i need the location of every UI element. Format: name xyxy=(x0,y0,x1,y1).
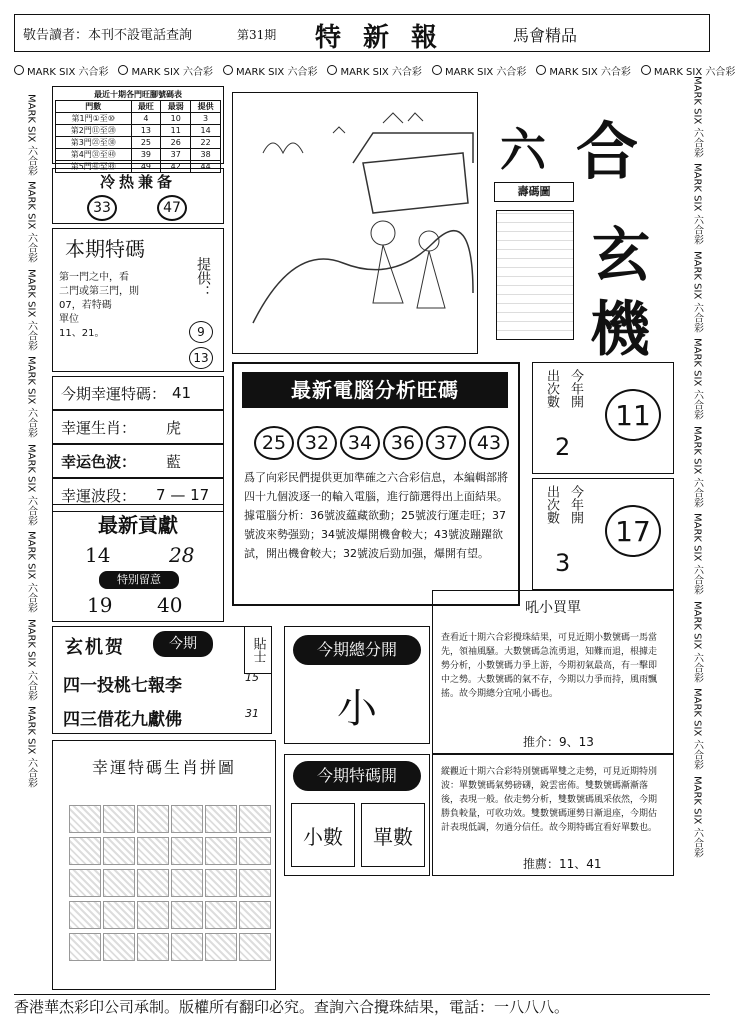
special-note-box xyxy=(52,228,224,372)
option-small: 小數 xyxy=(291,803,355,867)
stat-count: 2 xyxy=(555,433,571,461)
stat-number: 17 xyxy=(605,505,661,557)
footer: 香港華杰彩印公司承制。版權所有翻印必究。查詢六合攪珠結果，電話：一八八八。 xyxy=(14,994,710,1018)
header-bar xyxy=(14,14,710,52)
newspaper-subtitle: 馬會精品 xyxy=(513,26,578,45)
puzzle-tile xyxy=(239,869,271,897)
puzzle-tile xyxy=(205,901,237,929)
xuanji-line: 四一投桃七報李 xyxy=(63,676,182,696)
analysis-title: 最新電腦分析旺碼 xyxy=(242,372,508,408)
lucky-number: 37 xyxy=(426,426,466,460)
scroll-label: 壽碼圖 xyxy=(494,182,574,202)
puzzle-tile xyxy=(239,901,271,929)
small-buy-title: 吼小買單 xyxy=(525,600,581,616)
special-open-box xyxy=(284,754,430,876)
puzzle-tile xyxy=(205,869,237,897)
puzzle-tile xyxy=(205,933,237,961)
hot-number: 47 xyxy=(157,195,187,221)
puzzle-tile xyxy=(171,837,203,865)
odd-analysis-body: 縱觀近十期六合彩特別號碼單雙之走勢，可見近期特別波：單數號碼氣勢磅礴，銳雲密佈。雙數號碼漸漸落後，表現一般。依走勢分析，雙數號碼風采依然，今期勝負較量，可收功效。雙數號碼運勢日漸退座，今期估計表現低調，勿過分信任。故今期特碼宜看好單數也。 xyxy=(441,767,658,833)
xuanji-box xyxy=(52,626,272,734)
puzzle-tile xyxy=(103,837,135,865)
scroll-image xyxy=(496,210,574,340)
stat-box: 出次數 今年開 3 17 xyxy=(532,478,674,590)
title-char: 玄 xyxy=(592,221,651,289)
puzzle-tile xyxy=(205,805,237,833)
lucky-code-row: 今期幸運特碼： 41 xyxy=(52,376,224,410)
puzzle-title: 幸運特碼生肖拼圖 xyxy=(91,758,236,777)
title-char: 合 xyxy=(576,115,639,188)
xuanji-line: 四三借花九獻佛 xyxy=(63,710,182,730)
analysis-numbers xyxy=(254,426,509,460)
puzzle-tile xyxy=(103,869,135,897)
puzzle-tile xyxy=(171,869,203,897)
header-notice: 敬告讀者：本刊不設電話查詢 xyxy=(23,28,193,43)
puzzle-grid xyxy=(69,805,269,961)
xuanji-number: 15 xyxy=(245,671,259,684)
table-row: 第2門⑪至⑳ 13 11 14 xyxy=(56,125,221,137)
stat-box: 出次數 今年開 2 11 xyxy=(532,362,674,474)
newspaper-title: 特新報 xyxy=(315,23,460,53)
contribution-number: 14 xyxy=(85,543,111,567)
special-open-title: 今期特碼開 xyxy=(293,761,421,791)
contribution-number: 40 xyxy=(157,593,183,617)
puzzle-tile xyxy=(205,837,237,865)
dot-icon xyxy=(118,65,128,75)
puzzle-tile xyxy=(137,837,169,865)
puzzle-tile xyxy=(69,837,101,865)
total-value: 小 xyxy=(337,686,377,732)
stat-number: 11 xyxy=(605,389,661,441)
table-row: 第3門㉑至㉚ 25 26 22 xyxy=(56,137,221,149)
puzzle-box xyxy=(52,740,276,990)
history-table: 門數 最旺 最弱 提供 第1門①至⑩ 4 10 3 第2門⑪至⑳ 13 11 14 第3門㉑至㉚ 25 26 22 第4門㉛至㊵ 39 37 38 第5門㊶至㊾ 49 42 44 xyxy=(55,100,221,173)
hot-number: 33 xyxy=(87,195,117,221)
puzzle-tile xyxy=(137,869,169,897)
small-buy-body: 查看近十期六合彩攪珠結果，可見近期小數號碼一馬當先，領袖風騷。大數號碼急流勇退，知難而退，根據走勢分析，小數號碼力爭上游，今期初氣最高，有一擊即中之勢。大數號碼的氣不存，今期以力爭而持，風雨飄搖。故今期總分宜吼小碼也。 xyxy=(441,633,658,699)
main-title-block xyxy=(486,92,672,365)
lucky-color-row: 幸运色波： 藍 xyxy=(52,444,224,478)
hot-cold-title: 冷热兼备 xyxy=(99,173,176,191)
puzzle-tile xyxy=(171,933,203,961)
analysis-box xyxy=(232,362,520,606)
special-number: 13 xyxy=(189,347,213,369)
title-char: 六 xyxy=(500,123,546,177)
brand-strip-left: MARK SIX 六合彩 MARK SIX 六合彩 MARK SIX 六合彩 MARK SIX 六合彩 MARK SIX 六合彩 MARK SIX 六合彩 MARK SIX 六合彩 MARK SIX 六合彩 xyxy=(25,94,37,788)
table-row: 第1門①至⑩ 4 10 3 xyxy=(56,113,221,125)
brand-strip-right: MARK SIX 六合彩 MARK SIX 六合彩 MARK SIX 六合彩 MARK SIX 六合彩 MARK SIX 六合彩 MARK SIX 六合彩 MARK SIX 六合彩 MARK SIX 六合彩 MARK SIX 六合彩 xyxy=(691,76,703,858)
lucky-number: 43 xyxy=(469,426,509,460)
special-note-title: 本期特碼 xyxy=(65,237,145,261)
illustration xyxy=(232,92,478,354)
brand-strip: MARK SIX 六合彩 MARK SIX 六合彩 MARK SIX 六合彩 MARK SIX 六合彩 MARK SIX 六合彩 MARK SIX 六合彩 MARK SIX 六合彩 xyxy=(14,58,674,82)
puzzle-tile xyxy=(171,805,203,833)
history-table-box xyxy=(52,86,224,171)
dot-icon xyxy=(327,65,337,75)
puzzle-tile xyxy=(137,805,169,833)
puzzle-tile xyxy=(69,901,101,929)
puzzle-tile xyxy=(137,933,169,961)
issue-number: 第31期 xyxy=(237,28,277,42)
xuanji-title: 玄机贺 xyxy=(65,637,125,658)
dot-icon xyxy=(223,65,233,75)
puzzle-tile xyxy=(103,933,135,961)
puzzle-tile xyxy=(103,901,135,929)
contribution-number: 19 xyxy=(87,593,113,617)
lucky-number: 36 xyxy=(383,426,423,460)
table-row: 第5門㊶至㊾ 49 42 44 xyxy=(56,161,221,173)
puzzle-tile xyxy=(239,933,271,961)
lucky-zodiac-row: 幸運生肖： 虎 xyxy=(52,410,224,444)
recommend-row: 推介：9、13 xyxy=(523,735,594,749)
special-note-text: 第一門之中，看 二門或第三門，則 07，若特碼 單位 11、21。 xyxy=(59,272,139,339)
dot-icon xyxy=(536,65,546,75)
option-odd: 單數 xyxy=(361,803,425,867)
hot-cold-box xyxy=(52,168,224,224)
puzzle-tile xyxy=(171,901,203,929)
puzzle-tile xyxy=(239,837,271,865)
total-title: 今期總分開 xyxy=(293,635,421,665)
analysis-body: 爲了向彩民們提供更加準確之六合彩信息，本編輯部將四十九個波逐一的輸入電腦，進行篩選得出上面結果。據電腦分析：36號波藴藏欲動；25號波行運走旺；37號波來勢强勁；34號波爆開機會較大；43號波蹦躍欲試，開出機會較大；32號波后勁加强，爆開有望。 xyxy=(244,471,508,560)
stat-count: 3 xyxy=(555,549,571,577)
lucky-number: 34 xyxy=(340,426,380,460)
total-box xyxy=(284,626,430,744)
contribution-number: 28 xyxy=(169,543,195,567)
puzzle-tile xyxy=(239,805,271,833)
xuanji-badge: 今期 xyxy=(153,631,213,657)
title-char: 機 xyxy=(590,295,650,365)
dot-icon xyxy=(14,65,24,75)
lucky-number: 25 xyxy=(254,426,294,460)
puzzle-tile xyxy=(103,805,135,833)
tips-label: 貼士 xyxy=(244,626,272,674)
recommend-row: 推薦：11、41 xyxy=(523,857,602,871)
attention-banner: 特别留意 xyxy=(99,571,179,589)
puzzle-tile xyxy=(69,869,101,897)
odd-analysis-box xyxy=(432,754,674,876)
contribution-box xyxy=(52,504,224,622)
scenery-illustration xyxy=(233,93,479,355)
provide-label: 提供： xyxy=(195,257,211,299)
dot-icon xyxy=(641,65,651,75)
history-caption: 最近十期各門旺腳號碼表 xyxy=(94,90,182,99)
contribution-title: 最新貢獻 xyxy=(98,513,178,537)
lucky-range-row: 幸運波段： 7 — 17 xyxy=(52,478,224,512)
puzzle-tile xyxy=(69,933,101,961)
xuanji-number: 31 xyxy=(245,707,259,720)
puzzle-tile xyxy=(69,805,101,833)
lucky-number: 32 xyxy=(297,426,337,460)
small-buy-box xyxy=(432,590,674,754)
special-number: 9 xyxy=(189,321,213,343)
puzzle-tile xyxy=(137,901,169,929)
dot-icon xyxy=(432,65,442,75)
table-row: 第4門㉛至㊵ 39 37 38 xyxy=(56,149,221,161)
